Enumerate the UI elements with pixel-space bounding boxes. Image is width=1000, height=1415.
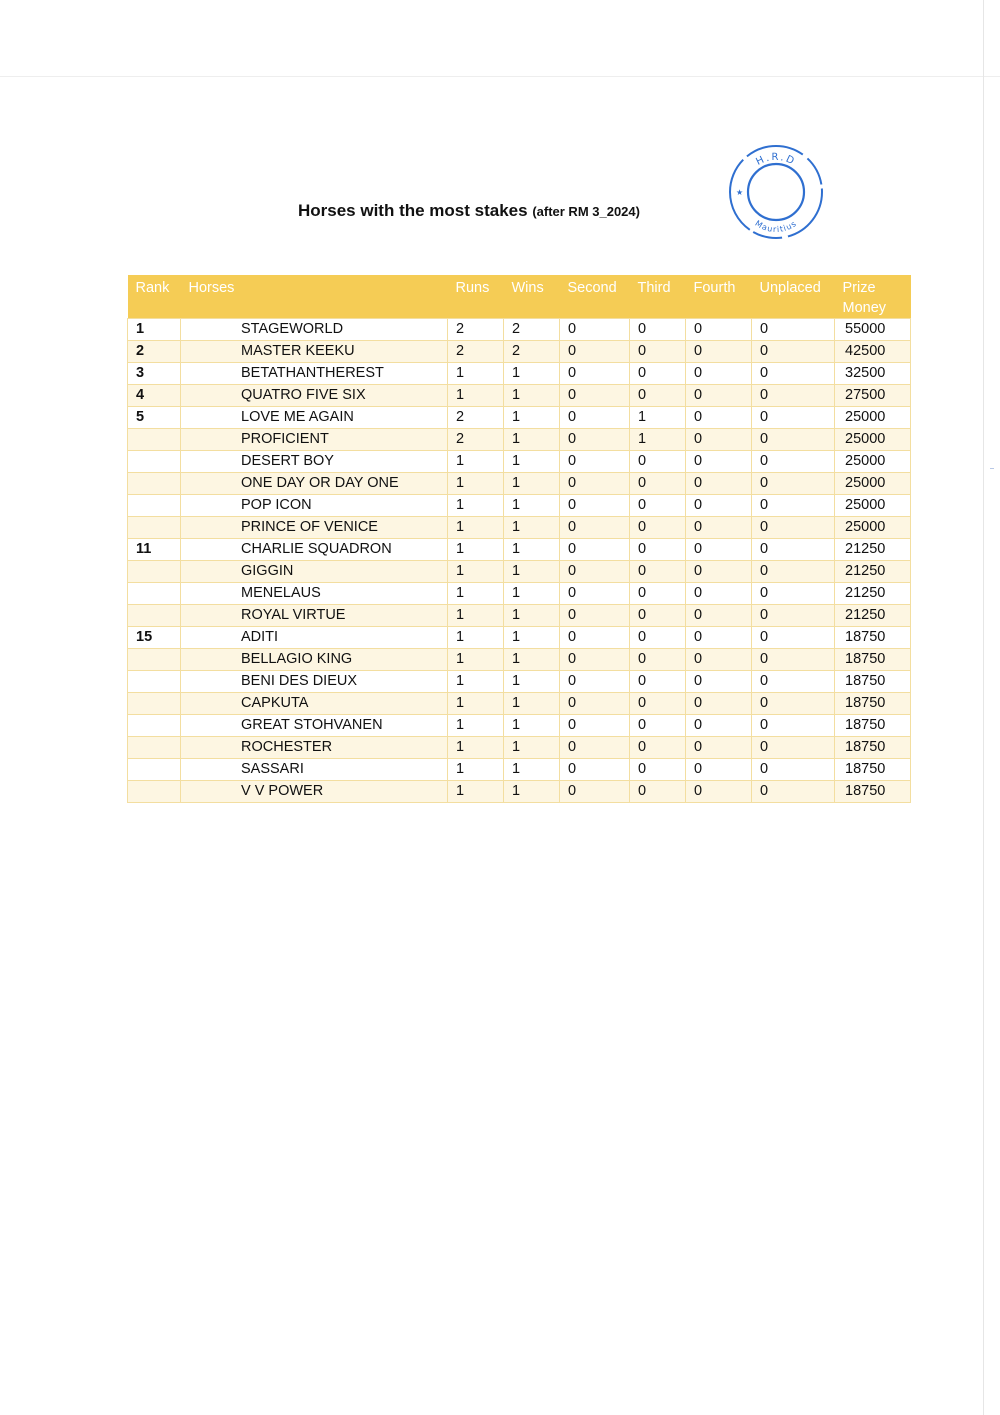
cell-second: 0 <box>560 341 630 363</box>
cell-rank <box>128 671 181 693</box>
cell-third: 0 <box>630 759 686 781</box>
stamp-text-top: H.R.D <box>754 151 798 168</box>
cell-second: 0 <box>560 759 630 781</box>
cell-fourth: 0 <box>686 781 752 803</box>
cell-unplaced: 0 <box>752 473 835 495</box>
cell-fourth: 0 <box>686 385 752 407</box>
cell-second: 0 <box>560 737 630 759</box>
cell-wins: 1 <box>504 737 560 759</box>
cell-horse: BETATHANTHEREST <box>181 363 448 385</box>
col-header-wins: Wins <box>504 275 560 319</box>
cell-third: 0 <box>630 605 686 627</box>
cell-rank: 11 <box>128 539 181 561</box>
cell-fourth: 0 <box>686 319 752 341</box>
cell-fourth: 0 <box>686 539 752 561</box>
cell-unplaced: 0 <box>752 649 835 671</box>
cell-prize: 55000 <box>835 319 911 341</box>
cell-rank <box>128 781 181 803</box>
col-header-prize-money: Prize Money <box>835 275 911 319</box>
cell-third: 0 <box>630 495 686 517</box>
table-row <box>128 627 911 649</box>
table-row <box>128 583 911 605</box>
cell-runs: 2 <box>448 429 504 451</box>
cell-unplaced: 0 <box>752 319 835 341</box>
cell-wins: 1 <box>504 693 560 715</box>
cell-rank <box>128 693 181 715</box>
cell-unplaced: 0 <box>752 583 835 605</box>
cell-fourth: 0 <box>686 451 752 473</box>
table-row <box>128 429 911 451</box>
cell-prize: 18750 <box>835 649 911 671</box>
cell-unplaced: 0 <box>752 671 835 693</box>
scan-mark <box>990 468 994 469</box>
cell-wins: 1 <box>504 561 560 583</box>
cell-horse: MENELAUS <box>181 583 448 605</box>
cell-fourth: 0 <box>686 473 752 495</box>
cell-unplaced: 0 <box>752 715 835 737</box>
cell-horse: POP ICON <box>181 495 448 517</box>
table-row <box>128 693 911 715</box>
cell-fourth: 0 <box>686 671 752 693</box>
cell-prize: 18750 <box>835 693 911 715</box>
cell-horse: DESERT BOY <box>181 451 448 473</box>
cell-prize: 25000 <box>835 429 911 451</box>
cell-fourth: 0 <box>686 715 752 737</box>
cell-rank: 1 <box>128 319 181 341</box>
page-title <box>298 201 640 221</box>
table-row <box>128 649 911 671</box>
cell-rank <box>128 517 181 539</box>
cell-wins: 1 <box>504 715 560 737</box>
table-row <box>128 451 911 473</box>
cell-third: 0 <box>630 715 686 737</box>
cell-horse: ONE DAY OR DAY ONE <box>181 473 448 495</box>
cell-second: 0 <box>560 319 630 341</box>
cell-rank <box>128 737 181 759</box>
cell-wins: 1 <box>504 583 560 605</box>
table-row <box>128 517 911 539</box>
cell-horse: V V POWER <box>181 781 448 803</box>
col-header-unplaced: Unplaced <box>752 275 835 319</box>
cell-fourth: 0 <box>686 737 752 759</box>
cell-unplaced: 0 <box>752 517 835 539</box>
cell-third: 0 <box>630 583 686 605</box>
table-row <box>128 715 911 737</box>
cell-unplaced: 0 <box>752 539 835 561</box>
cell-wins: 1 <box>504 605 560 627</box>
cell-runs: 1 <box>448 693 504 715</box>
cell-runs: 1 <box>448 495 504 517</box>
cell-runs: 2 <box>448 319 504 341</box>
cell-second: 0 <box>560 517 630 539</box>
cell-fourth: 0 <box>686 517 752 539</box>
cell-second: 0 <box>560 429 630 451</box>
cell-prize: 18750 <box>835 759 911 781</box>
cell-rank <box>128 605 181 627</box>
cell-second: 0 <box>560 649 630 671</box>
cell-runs: 1 <box>448 671 504 693</box>
cell-unplaced: 0 <box>752 495 835 517</box>
cell-rank <box>128 473 181 495</box>
cell-rank <box>128 649 181 671</box>
cell-fourth: 0 <box>686 495 752 517</box>
cell-horse: GREAT STOHVANEN <box>181 715 448 737</box>
cell-unplaced: 0 <box>752 737 835 759</box>
cell-fourth: 0 <box>686 429 752 451</box>
cell-runs: 1 <box>448 517 504 539</box>
cell-prize: 25000 <box>835 451 911 473</box>
cell-fourth: 0 <box>686 605 752 627</box>
cell-rank <box>128 583 181 605</box>
cell-second: 0 <box>560 495 630 517</box>
table-row <box>128 319 911 341</box>
cell-runs: 1 <box>448 627 504 649</box>
table-row <box>128 605 911 627</box>
cell-unplaced: 0 <box>752 605 835 627</box>
cell-wins: 2 <box>504 341 560 363</box>
cell-second: 0 <box>560 539 630 561</box>
cell-prize: 32500 <box>835 363 911 385</box>
cell-wins: 1 <box>504 517 560 539</box>
table-row <box>128 473 911 495</box>
cell-second: 0 <box>560 605 630 627</box>
cell-second: 0 <box>560 715 630 737</box>
cell-horse: CAPKUTA <box>181 693 448 715</box>
cell-third: 0 <box>630 693 686 715</box>
cell-prize: 18750 <box>835 627 911 649</box>
cell-fourth: 0 <box>686 759 752 781</box>
cell-horse: STAGEWORLD <box>181 319 448 341</box>
cell-third: 0 <box>630 341 686 363</box>
svg-text:H.R.D <box>754 152 797 168</box>
cell-prize: 25000 <box>835 473 911 495</box>
cell-second: 0 <box>560 583 630 605</box>
cell-fourth: 0 <box>686 649 752 671</box>
cell-runs: 1 <box>448 715 504 737</box>
cell-third: 1 <box>630 429 686 451</box>
cell-second: 0 <box>560 627 630 649</box>
cell-third: 0 <box>630 451 686 473</box>
cell-rank: 2 <box>128 341 181 363</box>
cell-unplaced: 0 <box>752 781 835 803</box>
cell-wins: 1 <box>504 539 560 561</box>
cell-prize: 21250 <box>835 561 911 583</box>
cell-prize: 21250 <box>835 605 911 627</box>
col-header-rank: Rank <box>128 275 181 319</box>
cell-unplaced: 0 <box>752 363 835 385</box>
table-row <box>128 385 911 407</box>
table-row <box>128 759 911 781</box>
cell-runs: 2 <box>448 341 504 363</box>
cell-prize: 18750 <box>835 671 911 693</box>
cell-fourth: 0 <box>686 561 752 583</box>
svg-text:★: ★ <box>736 188 744 197</box>
cell-third: 0 <box>630 385 686 407</box>
cell-third: 0 <box>630 363 686 385</box>
cell-unplaced: 0 <box>752 693 835 715</box>
cell-rank: 4 <box>128 385 181 407</box>
cell-unplaced: 0 <box>752 341 835 363</box>
cell-wins: 1 <box>504 363 560 385</box>
cell-runs: 1 <box>448 781 504 803</box>
scan-edge-top <box>0 76 1000 77</box>
scan-edge-right <box>983 0 984 1415</box>
cell-unplaced: 0 <box>752 451 835 473</box>
cell-horse: BENI DES DIEUX <box>181 671 448 693</box>
col-header-horses: Horses <box>181 275 448 319</box>
cell-rank: 15 <box>128 627 181 649</box>
cell-horse: ADITI <box>181 627 448 649</box>
cell-third: 1 <box>630 407 686 429</box>
cell-wins: 1 <box>504 781 560 803</box>
cell-third: 0 <box>630 627 686 649</box>
col-header-runs: Runs <box>448 275 504 319</box>
cell-third: 0 <box>630 473 686 495</box>
table-row <box>128 561 911 583</box>
cell-prize: 21250 <box>835 583 911 605</box>
cell-runs: 1 <box>448 737 504 759</box>
cell-fourth: 0 <box>686 583 752 605</box>
title-subtitle: (after RM 3_2024) <box>532 204 640 219</box>
cell-prize: 42500 <box>835 341 911 363</box>
table-row <box>128 781 911 803</box>
cell-runs: 1 <box>448 451 504 473</box>
cell-second: 0 <box>560 473 630 495</box>
cell-fourth: 0 <box>686 363 752 385</box>
cell-third: 0 <box>630 517 686 539</box>
cell-third: 0 <box>630 649 686 671</box>
cell-rank <box>128 715 181 737</box>
cell-wins: 1 <box>504 759 560 781</box>
cell-third: 0 <box>630 737 686 759</box>
cell-unplaced: 0 <box>752 429 835 451</box>
cell-horse: QUATRO FIVE SIX <box>181 385 448 407</box>
cell-second: 0 <box>560 671 630 693</box>
table-row <box>128 539 911 561</box>
cell-rank: 3 <box>128 363 181 385</box>
cell-third: 0 <box>630 319 686 341</box>
cell-runs: 2 <box>448 407 504 429</box>
cell-runs: 1 <box>448 539 504 561</box>
cell-prize: 18750 <box>835 781 911 803</box>
cell-third: 0 <box>630 561 686 583</box>
cell-rank <box>128 759 181 781</box>
cell-unplaced: 0 <box>752 385 835 407</box>
cell-horse: MASTER KEEKU <box>181 341 448 363</box>
cell-horse: BELLAGIO KING <box>181 649 448 671</box>
cell-prize: 21250 <box>835 539 911 561</box>
table-row <box>128 363 911 385</box>
cell-horse: PRINCE OF VENICE <box>181 517 448 539</box>
cell-prize: 27500 <box>835 385 911 407</box>
cell-fourth: 0 <box>686 407 752 429</box>
cell-horse: SASSARI <box>181 759 448 781</box>
cell-horse: GIGGIN <box>181 561 448 583</box>
cell-second: 0 <box>560 385 630 407</box>
col-header-fourth: Fourth <box>686 275 752 319</box>
cell-wins: 1 <box>504 649 560 671</box>
cell-third: 0 <box>630 539 686 561</box>
cell-runs: 1 <box>448 473 504 495</box>
cell-second: 0 <box>560 451 630 473</box>
title-main: Horses with the most stakes <box>298 201 528 220</box>
hrd-stamp-icon <box>726 142 826 242</box>
cell-unplaced: 0 <box>752 561 835 583</box>
cell-unplaced: 0 <box>752 407 835 429</box>
cell-runs: 1 <box>448 583 504 605</box>
cell-third: 0 <box>630 781 686 803</box>
stamp-text-bottom: Mauritius <box>753 218 799 235</box>
table-header-row <box>128 275 911 319</box>
cell-second: 0 <box>560 363 630 385</box>
cell-rank <box>128 561 181 583</box>
col-header-third: Third <box>630 275 686 319</box>
cell-rank: 5 <box>128 407 181 429</box>
cell-rank <box>128 429 181 451</box>
cell-runs: 1 <box>448 363 504 385</box>
cell-wins: 1 <box>504 473 560 495</box>
cell-second: 0 <box>560 407 630 429</box>
cell-wins: 1 <box>504 429 560 451</box>
cell-third: 0 <box>630 671 686 693</box>
cell-wins: 1 <box>504 671 560 693</box>
cell-wins: 1 <box>504 627 560 649</box>
table-row <box>128 407 911 429</box>
cell-rank <box>128 451 181 473</box>
cell-runs: 1 <box>448 605 504 627</box>
cell-horse: CHARLIE SQUADRON <box>181 539 448 561</box>
cell-unplaced: 0 <box>752 627 835 649</box>
cell-runs: 1 <box>448 759 504 781</box>
table-row <box>128 495 911 517</box>
cell-prize: 18750 <box>835 715 911 737</box>
cell-wins: 1 <box>504 495 560 517</box>
cell-wins: 2 <box>504 319 560 341</box>
cell-horse: LOVE ME AGAIN <box>181 407 448 429</box>
cell-unplaced: 0 <box>752 759 835 781</box>
cell-second: 0 <box>560 561 630 583</box>
cell-second: 0 <box>560 781 630 803</box>
table-row <box>128 341 911 363</box>
cell-prize: 25000 <box>835 517 911 539</box>
cell-prize: 25000 <box>835 407 911 429</box>
cell-second: 0 <box>560 693 630 715</box>
cell-fourth: 0 <box>686 693 752 715</box>
cell-prize: 25000 <box>835 495 911 517</box>
cell-runs: 1 <box>448 649 504 671</box>
cell-horse: ROYAL VIRTUE <box>181 605 448 627</box>
cell-fourth: 0 <box>686 341 752 363</box>
cell-horse: PROFICIENT <box>181 429 448 451</box>
cell-horse: ROCHESTER <box>181 737 448 759</box>
cell-rank <box>128 495 181 517</box>
table-row <box>128 671 911 693</box>
cell-runs: 1 <box>448 561 504 583</box>
cell-wins: 1 <box>504 407 560 429</box>
cell-wins: 1 <box>504 385 560 407</box>
col-header-second: Second <box>560 275 630 319</box>
cell-wins: 1 <box>504 451 560 473</box>
stakes-table <box>127 275 911 803</box>
cell-runs: 1 <box>448 385 504 407</box>
cell-fourth: 0 <box>686 627 752 649</box>
cell-prize: 18750 <box>835 737 911 759</box>
table-row <box>128 737 911 759</box>
